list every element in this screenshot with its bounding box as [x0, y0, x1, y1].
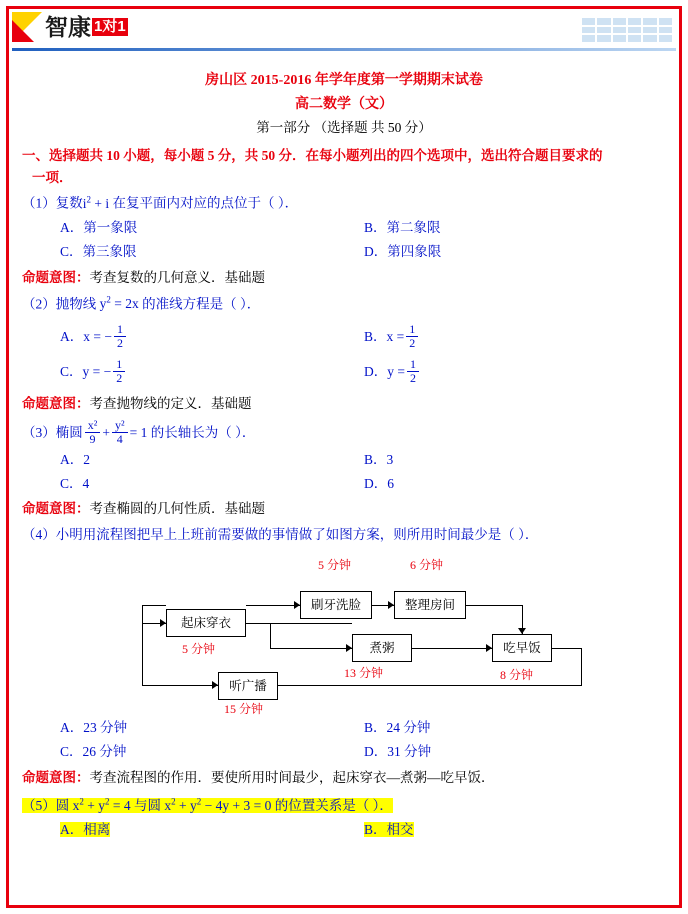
question-4-options-row-2 [22, 742, 666, 763]
page-border-top [6, 6, 682, 9]
option-5a[interactable]: A．相离 [60, 822, 111, 838]
question-1-prefix: 复数 [55, 195, 83, 211]
page-border-bottom [6, 905, 682, 908]
question-5-options-row-1 [22, 820, 666, 841]
flowchart-connector-trunk [142, 605, 143, 686]
question-4-number: （4） [22, 527, 56, 543]
question-2-options-row-1 [22, 324, 666, 350]
triangle-logo-icon [12, 12, 42, 42]
question-2-number: （2） [22, 296, 56, 312]
option-4a[interactable]: A．23 分钟 [60, 720, 128, 736]
option-2c-lhs: y = − [82, 363, 112, 379]
flowchart-arrow-7 [486, 644, 492, 652]
flowchart-connector-a [142, 605, 166, 606]
flowchart-node-3: 整理房间 [394, 591, 466, 619]
option-5b-wrap [344, 820, 666, 841]
option-2c-label: C． [60, 363, 83, 379]
option-5a-wrap [22, 820, 344, 841]
flowchart-connector-i [278, 685, 582, 686]
option-2d-fraction: $\frac{1}{2}$ [407, 358, 419, 384]
flowchart-node-6: 听广播 [218, 672, 278, 700]
flowchart-connector-h [412, 648, 492, 649]
option-2b-lhs: x = [386, 328, 405, 344]
header-rule [12, 48, 676, 51]
flowchart-node-5: 吃早饭 [492, 634, 552, 662]
option-1b[interactable]: B．第二象限 [364, 219, 441, 235]
option-4c[interactable]: C．26 分钟 [60, 744, 127, 760]
option-1a[interactable]: A．第一象限 [60, 219, 138, 235]
question-3-number: （3） [22, 425, 56, 441]
question-4-intent-text: 考查流程图的作用．要使所用时间最少，起床穿衣—煮粥—吃早饭． [89, 770, 495, 786]
option-2b-label: B． [364, 328, 387, 344]
question-1-math: $i^2 + i$ [82, 194, 110, 211]
option-2b[interactable] [344, 324, 666, 350]
question-2-math: $y^2 = 2x$ [99, 294, 139, 312]
flowchart-label-5: 8 分钟 [500, 668, 534, 683]
question-4-intent-label: 命题意图： [22, 770, 90, 786]
option-2d-lhs: y = [387, 363, 405, 379]
option-2a-label: A． [60, 328, 84, 344]
flowchart-label-3: 5 分钟 [182, 642, 216, 657]
brand-badge: 1对1 [94, 17, 126, 35]
question-1-options-row-1 [22, 218, 666, 239]
question-4-options-row-1 [22, 718, 666, 739]
option-3b[interactable]: B．3 [364, 451, 394, 467]
question-1-intent [22, 268, 666, 289]
option-2d-label: D． [364, 363, 388, 379]
page-subtitle: 高二数学（文） [295, 96, 393, 112]
flowchart-arrow-5 [388, 601, 394, 609]
flowchart-node-1: 起床穿衣 [166, 609, 246, 637]
option-3d[interactable]: D．6 [364, 475, 394, 491]
question-1-options-row-2 [22, 242, 666, 263]
option-2c-fraction: $\frac{1}{2}$ [113, 358, 125, 384]
question-5-number: （5） [22, 797, 56, 813]
brand-name: 智康 [45, 13, 91, 40]
question-2-intent-text: 考查抛物线的定义．基础题 [89, 396, 252, 412]
flowchart-connector-i3 [552, 648, 582, 649]
question-4-stem [22, 525, 666, 546]
section-heading-line1: 一、选择题共 10 小题，每小题 5 分，共 50 分．在每小题列出的四个选项中，选出符合题目要求的 [22, 148, 603, 164]
flowchart [22, 554, 666, 717]
option-4d[interactable]: D．31 分钟 [364, 744, 432, 760]
flowchart-connector-d [246, 605, 300, 606]
flowchart-label-4: 13 分钟 [344, 666, 384, 681]
page-border-right [679, 6, 682, 908]
question-2-intent [22, 394, 666, 415]
question-3-options-row-2 [22, 474, 666, 495]
question-1-suffix: 在复平面内对应的点位于（ ）． [112, 195, 299, 211]
flowchart-arrow-1 [160, 619, 166, 627]
question-1-stem [22, 193, 666, 214]
question-5-stem [22, 795, 666, 816]
brand-logo [12, 10, 128, 44]
page-border-left [6, 6, 9, 908]
page-title: 房山区 2015-2016 年学年度第一学期期末试卷 [205, 73, 483, 88]
flowchart-arrow-4 [346, 644, 352, 652]
flowchart-label-2: 6 分钟 [410, 558, 444, 573]
option-1d[interactable]: D．第四象限 [364, 243, 442, 259]
option-2a[interactable] [22, 324, 344, 350]
question-5-mid: 与圆 [134, 797, 161, 813]
flowchart-connector-e2 [246, 623, 280, 624]
option-5b[interactable]: B．相交 [364, 822, 414, 838]
flowchart-connector-e4 [270, 648, 352, 649]
option-1c[interactable]: C．第三象限 [60, 243, 137, 259]
question-2-stem [22, 294, 666, 315]
document-body [22, 62, 666, 841]
question-5-math-2: $x^2 + y^2 - 4y + 3 = 0$ [164, 796, 272, 813]
question-2-options-row-2 [22, 359, 666, 385]
question-5-highlight [22, 798, 393, 813]
option-4b[interactable]: B．24 分钟 [364, 720, 431, 736]
question-2-intent-label: 命题意图： [22, 396, 90, 412]
question-4-text: 小明用流程图把早上上班前需要做的事情做了如图方案，则所用时间最少是（ ）． [55, 527, 539, 543]
question-3-stem [22, 420, 666, 446]
question-2-prefix: 抛物线 [55, 296, 97, 312]
decorative-dots [582, 18, 672, 42]
flowchart-connector-e [270, 623, 352, 624]
option-2a-fraction: $\frac{1}{2}$ [114, 323, 126, 349]
question-2-suffix: 的准线方程是（ ）． [142, 296, 261, 312]
question-3-plus: + [102, 425, 110, 441]
option-3a[interactable]: A．2 [60, 451, 90, 467]
option-3c[interactable]: C．4 [60, 475, 90, 491]
question-3-options-row-1 [22, 450, 666, 471]
question-3-fraction-1: $\frac{\text{x²}}{9}$ [85, 419, 101, 445]
question-5-prefix: 圆 [55, 797, 70, 813]
question-4-intent [22, 768, 666, 789]
option-2a-lhs: x = − [83, 328, 112, 344]
flowchart-arrow-3 [294, 601, 300, 609]
question-3-prefix: 椭圆 [55, 425, 83, 441]
section-heading-line2: 一项． [32, 169, 73, 185]
question-3-intent [22, 499, 666, 520]
flowchart-label-6: 15 分钟 [224, 702, 264, 717]
question-1-number: （1） [22, 195, 56, 211]
flowchart-connector-c [142, 685, 218, 686]
flowchart-connector-e3 [270, 623, 271, 648]
flowchart-label-1: 5 分钟 [318, 558, 352, 573]
flowchart-node-2: 刷牙洗脸 [300, 591, 372, 619]
question-3-intent-text: 考查椭圆的几何性质．基础题 [89, 501, 265, 517]
question-5-suffix: 的位置关系是（ ）． [274, 797, 393, 813]
part-heading: 第一部分 （选择题 共 50 分） [256, 120, 432, 136]
question-1-intent-text: 考查复数的几何意义．基础题 [89, 269, 265, 285]
option-2c[interactable] [22, 359, 344, 385]
question-5-math-1: $x^2 + y^2 = 4$ [72, 796, 131, 813]
flowchart-arrow-2 [212, 681, 218, 689]
question-3-intent-label: 命题意图： [22, 501, 90, 517]
question-3-fraction-2: $\frac{\text{y²}}{4}$ [112, 419, 128, 445]
flowchart-arrow-6 [518, 628, 526, 634]
option-2b-fraction: $\frac{1}{2}$ [406, 323, 418, 349]
flowchart-connector-i2 [581, 648, 582, 686]
section-heading [22, 145, 666, 188]
option-2d[interactable] [344, 359, 666, 385]
question-3-suffix: = 1 的长轴长为（ ）． [129, 425, 256, 441]
flowchart-node-4: 煮粥 [352, 634, 412, 662]
flowchart-connector-g [466, 605, 522, 606]
question-1-intent-label: 命题意图： [22, 269, 90, 285]
